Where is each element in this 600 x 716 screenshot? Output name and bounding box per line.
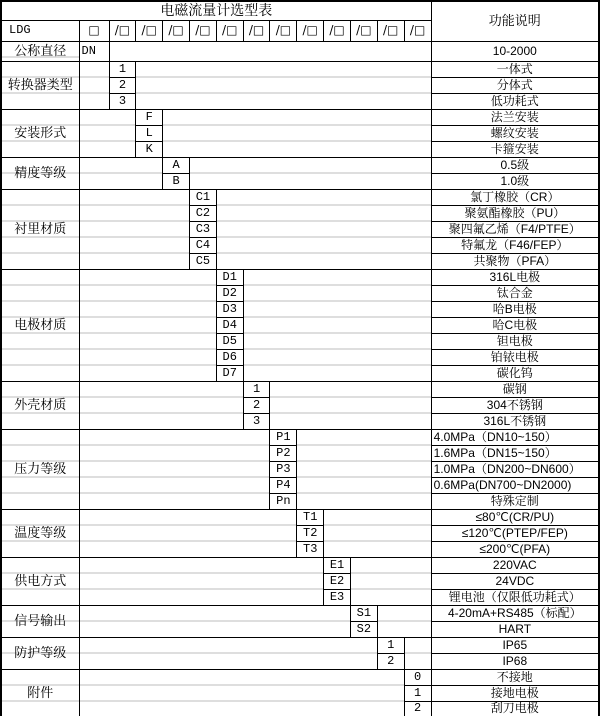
function-column-header: 功能说明 [431,1,599,41]
desc-cell: 1.0MPa（DN200~DN600） [431,461,599,477]
code-cell: C5 [189,253,216,269]
model-code-slot: /□ [404,20,431,41]
desc-cell: 316L电极 [431,269,599,285]
desc-cell: 不接地 [431,669,599,685]
code-cell: 1 [377,637,404,653]
desc-cell: ≤120℃(PTEP/FEP) [431,525,599,541]
code-cell: C3 [189,221,216,237]
desc-cell: 聚氨酯橡胶（PU） [431,205,599,221]
model-code-slot: /□ [350,20,377,41]
desc-cell: 锂电池（仅限低功耗式） [431,589,599,605]
gap-cell [79,61,109,109]
desc-cell: 316L不锈钢 [431,413,599,429]
desc-cell: ≤200℃(PFA) [431,541,599,557]
desc-cell: 氯丁橡胶（CR） [431,189,599,205]
model-code-slot: /□ [270,20,297,41]
code-cell: 2 [377,653,404,669]
code-cell: P3 [270,461,297,477]
desc-cell: 卡箍安装 [431,141,599,157]
desc-cell: 特殊定制 [431,493,599,509]
gap-cell [79,605,350,637]
gap-cell [109,41,431,61]
desc-cell: 4-20mA+RS485（标配） [431,605,599,621]
gap-cell [79,381,243,429]
code-cell: 3 [243,413,270,429]
code-cell: DN [79,41,109,61]
desc-cell: 一体式 [431,61,599,77]
code-cell: Pn [270,493,297,509]
gap-cell [136,61,431,109]
desc-cell: 分体式 [431,77,599,93]
gap-cell [189,157,431,189]
code-cell: T1 [297,509,324,525]
label-installation-type: 安装形式 [1,109,79,157]
code-cell: 1 [109,61,136,77]
code-cell: E1 [324,557,351,573]
label-accuracy-class: 精度等级 [1,157,79,189]
desc-cell: 哈C电极 [431,317,599,333]
desc-cell: 哈B电极 [431,301,599,317]
code-cell: D4 [216,317,243,333]
label-housing-material: 外壳材质 [1,381,79,429]
desc-cell: 1.6MPa（DN15~150） [431,445,599,461]
code-cell: 1 [404,685,431,701]
code-cell: 2 [243,397,270,413]
gap-cell [79,669,404,716]
gap-cell [79,557,324,605]
code-cell: D2 [216,285,243,301]
model-code-slot: /□ [216,20,243,41]
gap-cell [79,109,136,157]
code-cell: K [136,141,163,157]
code-cell: 2 [404,701,431,716]
label-power-supply: 供电方式 [1,557,79,605]
table-title: 电磁流量计选型表 [1,1,431,20]
code-cell: C2 [189,205,216,221]
gap-cell [163,109,431,157]
desc-cell: IP68 [431,653,599,669]
desc-cell: 0.6MPa(DN700~DN2000) [431,477,599,493]
desc-cell: 1.0级 [431,173,599,189]
model-code-slot: /□ [297,20,324,41]
label-signal-output: 信号输出 [1,605,79,637]
code-cell: T2 [297,525,324,541]
model-code-slot: /□ [109,20,136,41]
gap-cell [404,637,431,669]
code-cell: D7 [216,365,243,381]
desc-cell: IP65 [431,637,599,653]
code-cell: 3 [109,93,136,109]
desc-cell: ≤80℃(CR/PU) [431,509,599,525]
desc-cell: 接地电极 [431,685,599,701]
desc-cell: 24VDC [431,573,599,589]
code-cell: B [163,173,190,189]
desc-cell: 低功耗式 [431,93,599,109]
desc-cell: 220VAC [431,557,599,573]
desc-cell: 碳化钨 [431,365,599,381]
gap-cell [79,429,270,509]
model-code-slot: /□ [324,20,351,41]
gap-cell [79,637,377,669]
model-code-slot: /□ [163,20,190,41]
code-cell: D6 [216,349,243,365]
label-nominal-diameter: 公称直径 [1,41,79,61]
desc-cell: 304不锈钢 [431,397,599,413]
gap-cell [79,157,163,189]
desc-cell: 螺纹安装 [431,125,599,141]
code-cell: F [136,109,163,125]
desc-cell: 0.5级 [431,157,599,173]
desc-cell: 碳钢 [431,381,599,397]
code-cell: E2 [324,573,351,589]
desc-cell: 法兰安装 [431,109,599,125]
code-cell: 2 [109,77,136,93]
code-cell: L [136,125,163,141]
code-cell: C1 [189,189,216,205]
label-temperature-class: 温度等级 [1,509,79,557]
gap-cell [350,557,431,605]
label-lining-material: 衬里材质 [1,189,79,269]
code-cell: P1 [270,429,297,445]
desc-cell: 10-2000 [431,41,599,61]
code-cell: P4 [270,477,297,493]
code-cell: S2 [350,621,377,637]
model-prefix: LDG [1,20,79,41]
desc-cell: 铂铱电极 [431,349,599,365]
desc-cell: 聚四氟乙烯（F4/PTFE） [431,221,599,237]
gap-cell [216,189,431,269]
code-cell: D3 [216,301,243,317]
code-cell: T3 [297,541,324,557]
model-code-slot: /□ [136,20,163,41]
code-cell: D1 [216,269,243,285]
gap-cell [79,509,297,557]
desc-cell: 钛合金 [431,285,599,301]
gap-cell [377,605,431,637]
gap-cell [79,269,216,381]
model-code-slot: /□ [189,20,216,41]
gap-cell [270,381,431,429]
code-cell: P2 [270,445,297,461]
desc-cell: 特氟龙（F46/FEP） [431,237,599,253]
desc-cell: 刮刀电极 [431,701,599,716]
code-cell: S1 [350,605,377,621]
gap-cell [243,269,431,381]
desc-cell: 钽电极 [431,333,599,349]
model-code-slot: /□ [243,20,270,41]
code-cell: A [163,157,190,173]
label-converter-type: 转换器类型 [1,61,79,109]
gap-cell [324,509,432,557]
code-cell: C4 [189,237,216,253]
model-code-slot: /□ [377,20,404,41]
desc-cell: HART [431,621,599,637]
label-pressure-rating: 压力等级 [1,429,79,509]
code-cell: 1 [243,381,270,397]
desc-cell: 4.0MPa（DN10~150） [431,429,599,445]
desc-cell: 共聚物（PFA） [431,253,599,269]
code-cell: D5 [216,333,243,349]
code-cell: 0 [404,669,431,685]
label-accessories: 附件 [1,669,79,716]
label-electrode-material: 电极材质 [1,269,79,381]
gap-cell [79,189,189,269]
label-protection-class: 防护等级 [1,637,79,669]
code-cell: E3 [324,589,351,605]
model-code-box: □ [79,20,109,41]
gap-cell [297,429,431,509]
